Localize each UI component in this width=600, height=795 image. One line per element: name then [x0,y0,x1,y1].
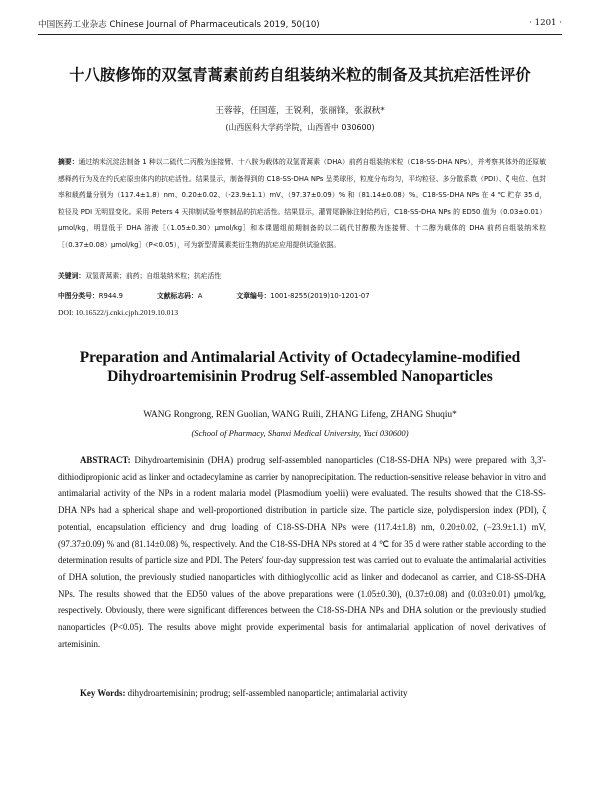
classification-info [58,290,546,300]
chinese-abstract [58,154,546,254]
english-title-line1: Preparation and Antimalarial Activity of Octadecylamine-modified [79,349,521,366]
english-keywords-text: dihydroartemisinin; prodrug; self-assembled nanoparticle; antimalarial activity [125,688,408,698]
clc-field [58,290,123,300]
english-abstract [58,452,546,652]
article-no-value: 1001-8255(2019)10-1201-07 [270,292,370,300]
page-number: · 1201 · [529,18,562,28]
english-abstract-text: Dihydroartemisinin (DHA) prodrug self-assembled nanoparticles (C18-SS-DHA NPs) were prepared with 3,3'-dithiodipropionic acid as linker and octadecylamine as carrier by nanoprecipitation. The reduction-sensitive release behavior in vitro and antimalarial activity of the NPs in a rodent malaria model (Plasmodium yoelii) were evaluated. The results showed that the C18-SS-DHA NPs had a spherical shape and well-proportioned distribution in particle size. The particle size, polydispersion index (PDI), ζ potential, encapsulation efficiency and drug loading of C18-SS-DHA NPs were (117.4±1.8) nm, 0.20±0.02, (−23.9±1.1) mV, (97.37±0.09) % and (81.14±0.08) %, respectively. And the C18-SS-DHA NPs stored at 4 ℃ for 35 d were rather stable according to the determination results of particle size and PDI. The Peters' four-day suppression test was carried out to evaluate the antimalarial activities of DHA solution, the previously studied nanoparticles with dithioglycollic acid as linker and dodecanol as carrier, and C18-SS-DHA NPs. The results showed that the ED50 values of the above preparations were (1.05±0.30), (0.37±0.08) and (0.03±0.01) μmol/kg, respectively. Obviously, there were significant differences between the C18-SS-DHA NPs and DHA solution or the previously studied nanoparticles (P<0.05). The results above might provide experimental basis for antimalarial application of novel derivatives of artemisinin. [58,455,546,649]
english-affiliation: (School of Pharmacy, Shanxi Medical University, Yuci 030600) [191,428,409,438]
journal-info: 中国医药工业杂志 Chinese Journal of Pharmaceuticals 2019, 50(10) [38,20,320,30]
chinese-abstract-text: 通过纳米沉淀法制备 1 种以二硫代二丙酸为连接臂、十八胺为载体的双氢青蒿素（DHA）前药自组装纳米粒（C18-SS-DHA NPs），并考察其体外的还原敏感释药行为及在约氏疟原虫体内的抗疟活性。结果显示，制备得到的 C18-SS-DHA NPs 呈类球形，粒度分布均匀，平均粒径、多分散系数（PDI）、ζ 电位、包封率和载药量分别为（117.4±1.8）nm、0.20±0.02、（-23.9±1.1）mV、（97.37±0.09）% 和（81.14±0.08）%。C18-SS-DHA NPs 在 4 ℃ 贮存 35 d，粒径及 PDI 无明显变化。采用 Peters 4 天抑制试验考察制品的抗疟活性。结果显示，灌胃尾静脉注射给药后，C18-SS-DHA NPs 的 ED50 值为（0.03±0.01）μmol/kg，明显低于 DHA 溶液［（1.05±0.30）μmol/kg］和本课题组前期制备的以二硫代甘醇酸为连接臂、十二醇为载体的 DHA 前药自组装纳米粒［（0.37±0.08）μmol/kg］（P<0.05），可为新型青蒿素类衍生物的抗疟应用提供试验依据。 [58,158,546,249]
english-title-line2: Dihydroartemisinin Prodrug Self-assembled Nanoparticles [107,368,493,385]
doi: DOI: 10.16522/j.cnki.cjph.2019.10.013 [58,308,179,317]
chinese-keywords-label: 关键词： [58,272,86,280]
chinese-keywords [58,270,546,280]
running-header [38,18,562,35]
chinese-keywords-text: 双氢青蒿素；前药；自组装纳米粒；抗疟活性 [85,272,222,280]
english-keywords [80,688,546,698]
chinese-authors: 王蓉蓉，任国莲，王锐利，张丽锋，张淑秋* [215,106,385,116]
chinese-title: 十八胺修饰的双氢青蒿素前药自组装纳米粒的制备及其抗疟活性评价 [69,66,531,84]
chinese-abstract-label: 摘要： [58,158,79,166]
doc-code-value: A [197,292,203,300]
english-keywords-label: Key Words: [80,688,126,698]
article-no-label: 文章编号： [236,292,271,300]
article-no-field [236,290,369,300]
doc-code-label: 文献标志码： [156,292,198,300]
clc-value: R944.9 [98,292,123,300]
english-abstract-label: ABSTRACT: [80,455,131,465]
clc-label: 中图分类号： [58,292,99,300]
english-title [30,348,570,386]
chinese-affiliation: (山西医科大学药学院，山西晋中 030600) [225,123,375,132]
doc-code-field [157,290,202,300]
english-authors: WANG Rongrong, REN Guolian, WANG Ruili, ZHANG Lifeng, ZHANG Shuqiu* [143,410,457,420]
